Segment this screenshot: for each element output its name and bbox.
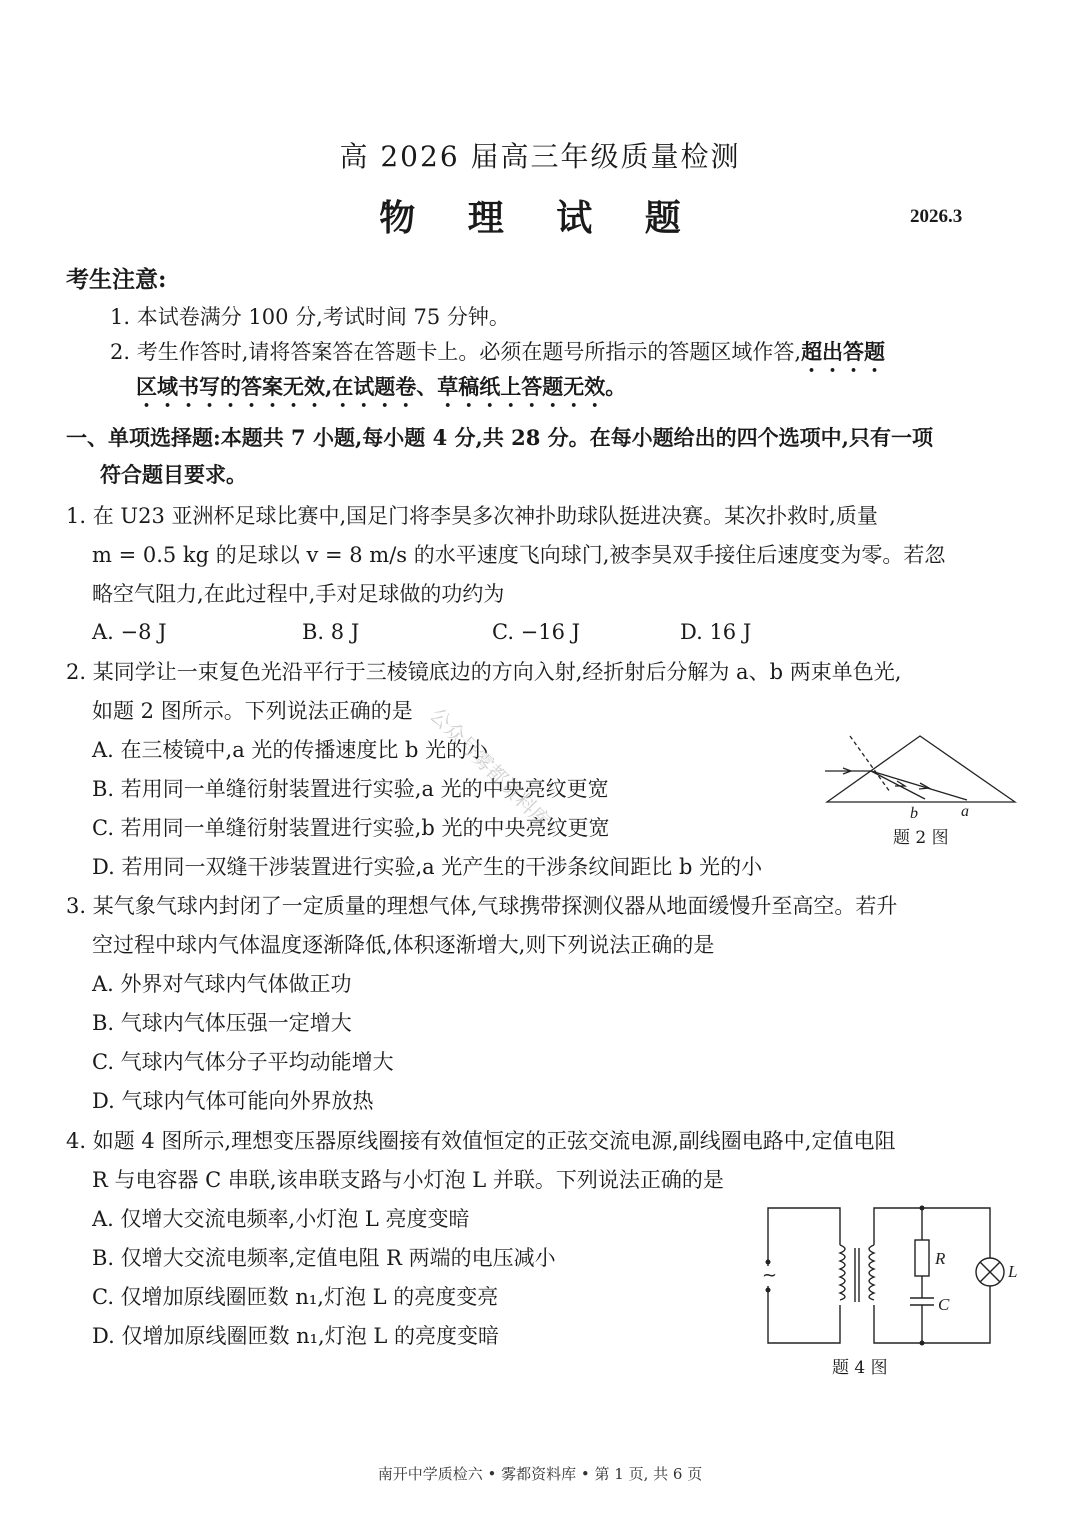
primary-coil (840, 1245, 845, 1300)
subject-title: 物 理 试 题 (379, 197, 701, 239)
primary-wire-top (768, 1208, 840, 1260)
q1-stem-line1: 1. 在 U23 亚洲杯足球比赛中,国足门将李昊多次神扑助球队挺进决赛。某次扑救时,质量 (66, 504, 878, 528)
page-footer: 南开中学质检六 • 雾都资料库 • 第 1 页, 共 6 页 (377, 1465, 703, 1483)
figure-2-caption: 题 2 图 (893, 828, 949, 848)
notice-item-2 (110, 337, 885, 377)
label-l: L (1008, 1262, 1018, 1281)
q1-option-a: A. −8 J (92, 620, 167, 644)
q2-stem-line1: 2. 某同学让一束复色光沿平行于三棱镜底边的方向入射,经折射后分解为 a、b 两束单色光, (66, 660, 902, 684)
q3-option-c: C. 气球内气体分子平均动能增大 (92, 1050, 394, 1074)
q1-option-b: B. 8 J (302, 620, 360, 644)
q1-option-c: C. −16 J (492, 620, 581, 644)
q3-stem-line1: 3. 某气象气球内封闭了一定质量的理想气体,气球携带探测仪器从地面缓慢升至高空。若升 (66, 894, 898, 918)
normal-line (850, 736, 890, 792)
prism-figure (815, 732, 1025, 822)
prism-triangle (827, 736, 1015, 802)
notice-item-1: 1. 本试卷满分 100 分,考试时间 75 分钟。 (110, 305, 510, 329)
label-b: b (910, 805, 918, 822)
q1-option-d: D. 16 J (680, 620, 752, 644)
resistor-r (915, 1240, 929, 1276)
notice-item-2-emphasis-b: 区域书写的答案无效,在试题卷、草稿纸上答题无效。 (136, 374, 627, 399)
q1-stem-line2: m = 0.5 kg 的足球以 v = 8 m/s 的水平速度飞向球门,被李昊双手接住后速度变为零。若忽 (92, 543, 946, 567)
q4-option-d: D. 仅增加原线圈匝数 n₁,灯泡 L 的亮度变暗 (92, 1324, 500, 1348)
q4-stem-line1: 4. 如题 4 图所示,理想变压器原线圈接有效值恒定的正弦交流电源,副线圈电路中,定值电阻 (66, 1129, 896, 1153)
notice-item-2-emphasis-a: 超出答题 (801, 339, 886, 364)
figure-4-caption: 题 4 图 (832, 1358, 888, 1378)
source-terminal-top (766, 1260, 771, 1265)
junction-bottom (920, 1341, 925, 1346)
label-r: R (935, 1249, 946, 1268)
notice-item-2-text: 2. 考生作答时,请将答案答在答题卡上。必须在题号所指示的答题区域作答, (110, 340, 802, 364)
q3-stem-line2: 空过程中球内气体温度逐渐降低,体积逐渐增大,则下列说法正确的是 (92, 933, 715, 957)
q2-option-a: A. 在三棱镜中,a 光的传播速度比 b 光的小 (92, 738, 489, 762)
q4-option-b: B. 仅增大交流电频率,定值电阻 R 两端的电压减小 (92, 1246, 556, 1270)
secondary-wire-top (874, 1208, 990, 1258)
notice-heading: 考生注意: (66, 266, 167, 293)
source-terminal-bottom (766, 1288, 771, 1293)
watermark-text: 公众号雾都资料库 (425, 702, 556, 833)
section-heading: 一、单项选择题:本题共 7 小题,每小题 4 分,共 28 分。在每小题给出的四个选项中,只有一项 (66, 425, 933, 450)
secondary-coil (869, 1245, 874, 1300)
exam-date: 2026.3 (910, 206, 963, 227)
q2-option-d: D. 若用同一双缝干涉装置进行实验,a 光产生的干涉条纹间距比 b 光的小 (92, 855, 763, 879)
q2-option-c: C. 若用同一单缝衍射装置进行实验,b 光的中央亮纹更宽 (92, 816, 610, 840)
circuit-figure (752, 1200, 1032, 1350)
q3-option-b: B. 气球内气体压强一定增大 (92, 1011, 352, 1035)
q1-stem-line3: 略空气阻力,在此过程中,手对足球做的功约为 (92, 582, 505, 606)
q4-option-c: C. 仅增加原线圈匝数 n₁,灯泡 L 的亮度变亮 (92, 1285, 499, 1309)
q2-option-b: B. 若用同一单缝衍射装置进行实验,a 光的中央亮纹更宽 (92, 777, 609, 801)
secondary-wire-bottom (874, 1286, 990, 1343)
section-heading-cont: 符合题目要求。 (100, 462, 247, 487)
q4-stem-line2: R 与电容器 C 串联,该串联支路与小灯泡 L 并联。下列说法正确的是 (92, 1168, 724, 1192)
label-c: C (938, 1295, 950, 1314)
primary-wire-bottom (768, 1292, 840, 1343)
q3-option-a: A. 外界对气球内气体做正功 (92, 972, 352, 996)
q2-stem-line2: 如题 2 图所示。下列说法正确的是 (92, 699, 413, 723)
label-a: a (961, 803, 969, 820)
q4-option-a: A. 仅增大交流电频率,小灯泡 L 亮度变暗 (92, 1207, 470, 1231)
exam-series-title: 高 2026 届高三年级质量检测 (339, 140, 741, 173)
q3-option-d: D. 气球内气体可能向外界放热 (92, 1089, 374, 1113)
ac-source-icon: ~ (762, 1265, 778, 1286)
junction-top (920, 1206, 925, 1211)
